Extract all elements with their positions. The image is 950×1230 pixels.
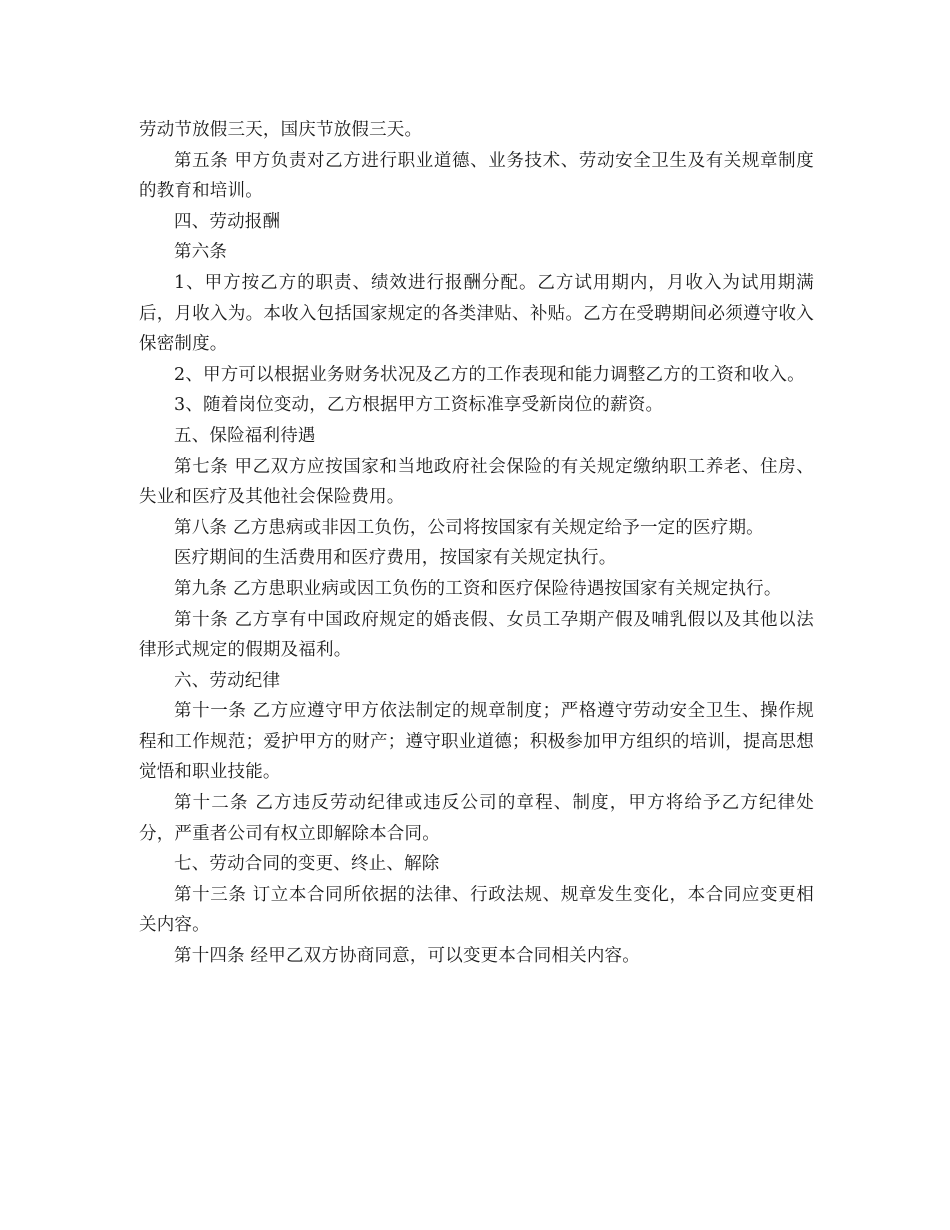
section-heading-discipline: 六、劳动纪律 — [174, 670, 281, 691]
paragraph-article-13: 第十三条 订立本合同所依据的法律、行政法规、规章发生变化，本合同应变更相关内容。 — [139, 884, 814, 936]
paragraph-article-9: 第九条 乙方患职业病或因工负伤的工资和医疗保险待遇按国家有关规定执行。 — [174, 578, 782, 599]
article-heading-6: 第六条 — [174, 242, 228, 263]
section-heading-remuneration: 四、劳动报酬 — [174, 211, 281, 232]
paragraph-article-6-item-2: 2、甲方可以根据业务财务状况及乙方的工作表现和能力调整乙方的工资和收入。 — [174, 364, 805, 385]
paragraph-medical-period: 医疗期间的生活费用和医疗费用，按国家有关规定执行。 — [174, 548, 617, 569]
section-heading-insurance: 五、保险福利待遇 — [174, 425, 316, 446]
paragraph-article-7: 第七条 甲乙双方应按国家和当地政府社会保险的有关规定缴纳职工养老、住房、失业和医疗及其他社会保险费用。 — [139, 456, 814, 508]
paragraph-article-5: 第五条 甲方负责对乙方进行职业道德、业务技术、劳动安全卫生及有关规章制度的教育和培训。 — [139, 150, 814, 202]
paragraph-article-6-item-3: 3、随着岗位变动，乙方根据甲方工资标准享受新岗位的薪资。 — [174, 395, 664, 416]
paragraph-article-12: 第十二条 乙方违反劳动纪律或违反公司的章程、制度，甲方将给予乙方纪律处分，严重者公司有权立即解除本合同。 — [139, 793, 814, 844]
document-body — [139, 115, 814, 972]
paragraph-article-10: 第十条 乙方享有中国政府规定的婚丧假、女员工孕期产假及哺乳假以及其他以法律形式规定的假期及福利。 — [139, 609, 814, 661]
paragraph-article-8: 第八条 乙方患病或非因工负伤，公司将按国家有关规定给予一定的医疗期。 — [174, 517, 764, 538]
paragraph-article-11: 第十一条 乙方应遵守甲方依法制定的规章制度；严格遵守劳动安全卫生、操作规程和工作规范；爱护甲方的财产；遵守职业道德；积极参加甲方组织的培训，提高思想觉悟和职业技能。 — [139, 701, 814, 783]
section-heading-contract-changes: 七、劳动合同的变更、终止、解除 — [174, 854, 440, 875]
paragraph-article-6-item-1: 1、甲方按乙方的职责、绩效进行报酬分配。乙方试用期内，月收入为试用期满后，月收入为。本收入包括国家规定的各类津贴、补贴。乙方在受聘期间必须遵守收入保密制度。 — [139, 272, 814, 355]
paragraph-holiday-continuation: 劳动节放假三天，国庆节放假三天。 — [139, 120, 423, 140]
paragraph-article-14: 第十四条 经甲乙双方协商同意，可以变更本合同相关内容。 — [174, 946, 640, 967]
